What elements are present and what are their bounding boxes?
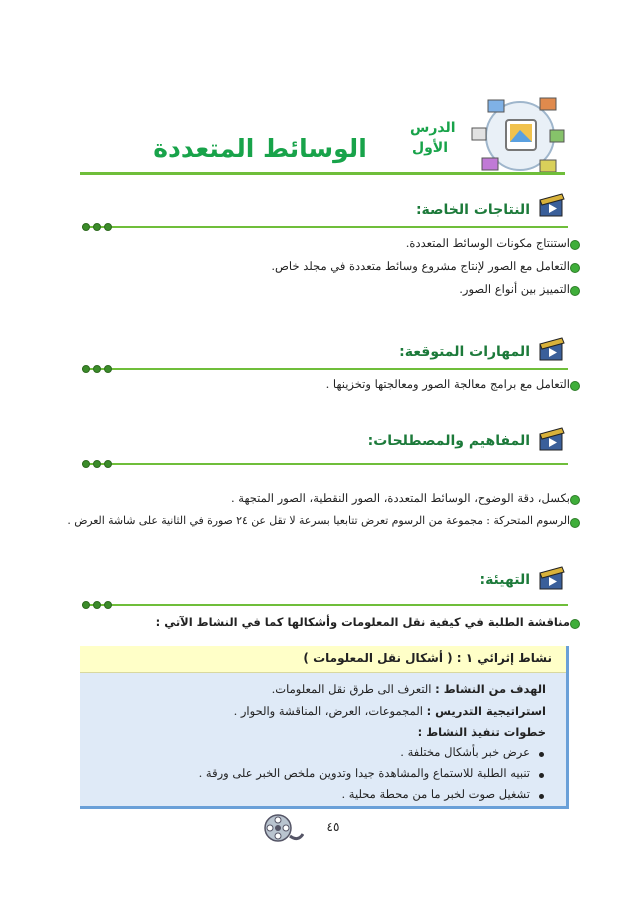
bullet-icon bbox=[539, 752, 544, 757]
lesson-label: الدرس الأول bbox=[410, 120, 456, 156]
film-clapper-icon bbox=[537, 190, 567, 220]
page-title: الوسائط المتعددة bbox=[153, 134, 367, 163]
activity-strategy bbox=[86, 704, 546, 718]
activity-title: نشاط إثرائي ١ : ( أشكال نقل المعلومات ) bbox=[303, 651, 552, 665]
bullet-icon bbox=[570, 619, 580, 629]
activity-step: عرض خبر بأشكال مختلفة . bbox=[400, 745, 530, 759]
activity-box bbox=[80, 646, 569, 809]
section-title-intro: التهيئة: bbox=[479, 572, 530, 588]
activity-goal-label: الهدف من النشاط : bbox=[435, 682, 546, 696]
activity-strategy-label: استراتيجية التدريس : bbox=[426, 704, 546, 718]
outcome-item: استنتاج مكونات الوسائط المتعددة. bbox=[405, 236, 570, 250]
section-divider bbox=[82, 604, 568, 606]
film-clapper-icon bbox=[537, 424, 567, 454]
activity-goal-text: التعرف الى طرق نقل المعلومات. bbox=[271, 682, 432, 696]
bullet-icon bbox=[539, 794, 544, 799]
section-title-concepts: المفاهيم والمصطلحات: bbox=[367, 433, 530, 449]
bullet-icon bbox=[570, 286, 580, 296]
outcome-item: التعامل مع الصور لإنتاج مشروع وسائط متعددة في مجلد خاص. bbox=[271, 259, 570, 273]
concept-item: الرسوم المتحركة : مجموعة من الرسوم تعرض تتابعيا بسرعة لا تقل عن ٢٤ صورة في الثانية على شاشة العرض . bbox=[67, 514, 570, 527]
divider-dots bbox=[82, 601, 114, 609]
film-reel-icon bbox=[262, 812, 304, 846]
section-divider bbox=[82, 463, 568, 465]
concept-item: بكسل، دقة الوضوح، الوسائط المتعددة، الصور النقطية، الصور المتجهة . bbox=[230, 491, 570, 505]
film-clapper-icon bbox=[537, 563, 567, 593]
bullet-icon bbox=[570, 240, 580, 250]
divider-dots bbox=[82, 460, 114, 468]
multimedia-logo-icon bbox=[468, 90, 568, 182]
film-clapper-icon bbox=[537, 334, 567, 364]
bullet-icon bbox=[539, 773, 544, 778]
title-divider bbox=[80, 172, 565, 175]
page-number: ٤٥ bbox=[326, 820, 340, 834]
section-title-skills: المهارات المتوقعة: bbox=[399, 344, 530, 360]
section-divider bbox=[82, 368, 568, 370]
activity-goal bbox=[86, 682, 546, 696]
activity-strategy-text: المجموعات، العرض، المناقشة والحوار . bbox=[233, 704, 423, 718]
skill-item: التعامل مع برامج معالجة الصور ومعالجتها وتخزينها . bbox=[325, 377, 570, 391]
divider-dots bbox=[82, 223, 114, 231]
section-title-outcomes: النتاجات الخاصة: bbox=[415, 202, 530, 218]
activity-steps-label bbox=[86, 725, 546, 739]
activity-step: تنبيه الطلبة للاستماع والمشاهدة جيدا وتدوين ملخص الخبر على ورقة . bbox=[198, 766, 530, 780]
steps-label-text: خطوات تنفيذ النشاط : bbox=[417, 725, 546, 739]
bullet-icon bbox=[570, 263, 580, 273]
bullet-icon bbox=[570, 518, 580, 528]
outcome-item: التمييز بين أنواع الصور. bbox=[459, 282, 570, 296]
bullet-icon bbox=[570, 495, 580, 505]
section-divider bbox=[82, 226, 568, 228]
divider-dots bbox=[82, 365, 114, 373]
activity-header bbox=[80, 646, 566, 673]
bullet-icon bbox=[570, 381, 580, 391]
intro-item: مناقشة الطلبة في كيفية نقل المعلومات وأشكالها كما في النشاط الآتي : bbox=[155, 615, 570, 629]
activity-step: تشغيل صوت لخبر ما من محطة محلية . bbox=[341, 787, 530, 801]
